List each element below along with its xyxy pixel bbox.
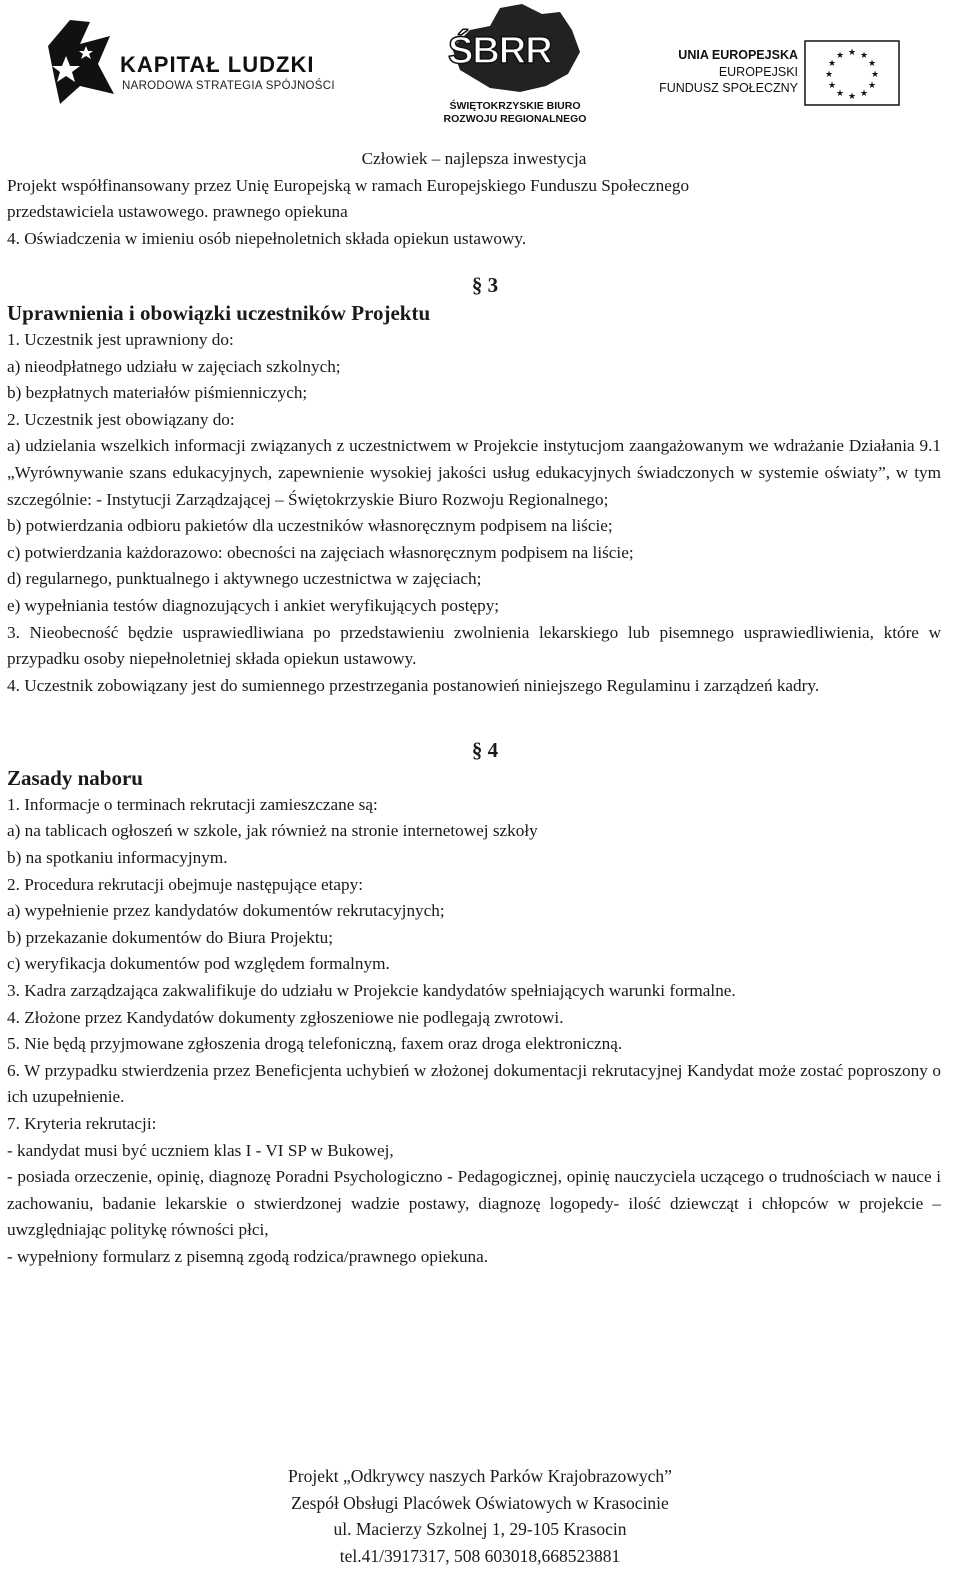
footer-line: ul. Macierzy Szkolnej 1, 29-105 Krasocin [333, 1519, 627, 1539]
svg-text:★: ★ [827, 81, 837, 91]
footer-line: tel.41/3917317, 508 603018,668523881 [339, 1545, 621, 1566]
footer-line: Zespół Obsługi Placówek Oświatowych w Krasocinie [291, 1492, 669, 1513]
section-line: b) bezpłatnych materiałów piśmienniczych; [7, 383, 308, 403]
cofinance-note: Projekt współfinansowany przez Unię Europejską w ramach Europejskiego Funduszu Społecznego [7, 175, 690, 195]
section-line: a) wypełnienie przez kandydatów dokumentów rekrutacyjnych; [7, 901, 445, 921]
section-line: 3. Kadra zarządzająca zakwalifikuje do udziału w Projekcie kandydatów spełniających warunki formalne. [7, 981, 736, 1001]
section-line: - posiada orzeczenie, opinię, diagnozę Poradni Psychologiczno - Pedagogicznej, opinię nauczyciela uczącego o trudnościach w nauce i zachowaniu, badanie lekarskie o stwierdzonej wadzie postawy, diagnozę logopedy- ilość dziewcząt i chłopców w projekcie – uwzględniając politykę równości płci, [7, 1167, 941, 1240]
section-title: Zasady naboru [7, 765, 143, 790]
sbrr-subtitle-line2: ROZWOJU REGIONALNEGO [443, 113, 587, 125]
section-line: e) wypełniania testów diagnozujących i ankiet weryfikujących postępy; [7, 595, 500, 615]
svg-text:★: ★ [847, 48, 857, 58]
kapital-ludzki-emblem-icon [40, 16, 120, 106]
section-line: 2. Procedura rekrutacji obejmuje następujące etapy: [7, 874, 364, 894]
section-line: 7. Kryteria rekrutacji: [7, 1114, 157, 1133]
kapital-ludzki-logo [40, 16, 360, 106]
svg-text:★: ★ [824, 70, 834, 80]
section-number: § 4 [471, 738, 499, 763]
section-line: - wypełniony formularz z pisemną zgodą rodzica/prawnego opiekuna. [7, 1246, 489, 1266]
intro-line: 4. Oświadczenia w imieniu osób niepełnoletnich składa opiekun ustawowy. [7, 228, 527, 248]
sbrr-subtitle-line1: ŚWIĘTOKRZYSKIE BIURO [449, 100, 581, 112]
section-line: 4. Uczestnik zobowiązany jest do sumiennego przestrzegania postanowień niniejszego Regulaminu i zarządzeń kadry. [7, 675, 820, 695]
document-body [7, 146, 941, 1271]
sbrr-logo [430, 0, 600, 130]
section-line: 4. Złożone przez Kandydatów dokumenty zgłoszeniowe nie podlegają zwrotowi. [7, 1007, 564, 1027]
footer [0, 1463, 960, 1569]
section-line: - kandydat musi być uczniem klas I - VI SP w Bukowej, [7, 1140, 394, 1160]
svg-text:★: ★ [835, 51, 845, 61]
eu-flag-icon [804, 40, 900, 106]
section-line: 3. Nieobecność będzie usprawiedliwiana po przedstawieniu zwolnienia lekarskiego lub pisemnego usprawiedliwienia, które w przypadku osoby niepełnoletniej składa opiekun ustawowy. [7, 622, 941, 669]
svg-text:★: ★ [867, 81, 877, 91]
intro-line: przedstawiciela ustawowego. prawnego opiekuna [7, 202, 348, 222]
section-line: c) potwierdzania każdorazowo: obecności na zajęciach własnoręcznym podpisem na liście; [7, 542, 634, 562]
section-line: 6. W przypadku stwierdzenia przez Beneficjenta uchybień w złożonej dokumentacji rekrutacyjnej Kandydat może zostać poproszony o ich uzupełnienie. [7, 1060, 941, 1107]
section-line: 5. Nie będą przyjmowane zgłoszenia drogą telefoniczną, faxem oraz droga elektroniczną. [7, 1034, 623, 1054]
svg-text:★: ★ [870, 70, 880, 80]
section-line: 2. Uczestnik jest obowiązany do: [7, 409, 235, 429]
eu-logo [660, 30, 950, 110]
kapital-ludzki-subtitle: NARODOWA STRATEGIA SPÓJNOŚCI [122, 80, 335, 92]
footer-line: Projekt „Odkrywcy naszych Parków Krajobrazowych” [288, 1466, 672, 1486]
svg-text:★: ★ [827, 59, 837, 69]
svg-text:★: ★ [835, 89, 845, 99]
section-line: b) przekazanie dokumentów do Biura Projektu; [7, 927, 333, 947]
eu-logo-line1: UNIA EUROPEJSKA [678, 48, 798, 62]
section-title: Uprawnienia i obowiązki uczestników Projektu [7, 300, 431, 325]
svg-text:★: ★ [867, 59, 877, 69]
logo-bar [0, 0, 960, 140]
section-line: d) regularnego, punktualnego i aktywnego uczestnictwa w zajęciach; [7, 569, 482, 589]
section-number: § 3 [471, 273, 499, 298]
section-line: c) weryfikacja dokumentów pod względem formalnym. [7, 954, 390, 974]
eu-logo-line3: FUNDUSZ SPOŁECZNY [659, 81, 798, 95]
section-line: a) nieodpłatnego udziału w zajęciach szkolnych; [7, 356, 341, 376]
svg-text:★: ★ [847, 92, 857, 102]
section-line: a) na tablicach ogłoszeń w szkole, jak również na stronie internetowej szkoły [7, 821, 538, 841]
sbrr-name: ŚBRR [448, 30, 552, 72]
motto: Człowiek – najlepsza inwestycja [361, 149, 587, 168]
section-line: b) potwierdzania odbioru pakietów dla uczestników własnoręcznym podpisem na liście; [7, 516, 613, 536]
svg-text:★: ★ [859, 89, 869, 99]
svg-text:★: ★ [859, 51, 869, 61]
section-line: b) na spotkaniu informacyjnym. [7, 848, 228, 868]
section-line: 1. Uczestnik jest uprawniony do: [7, 329, 234, 349]
eu-logo-line2: EUROPEJSKI [718, 65, 798, 79]
kapital-ludzki-name: KAPITAŁ LUDZKI [120, 52, 315, 77]
section-line: a) udzielania wszelkich informacji związanych z uczestnictwem w Projekcie instytucjom zaangażowanym we wdrażanie Działania 9.1 „Wyrównywanie szans edukacyjnych, zapewnienie wysokiej jakości usług edukacyjnych świadczonych w systemie oświaty”, w tym szczególnie: - Instytucji Zarządzającej – Świętokrzyskie Biuro Rozwoju Regionalnego; [7, 436, 941, 509]
section-line: 1. Informacje o terminach rekrutacji zamieszczane są: [7, 794, 378, 814]
